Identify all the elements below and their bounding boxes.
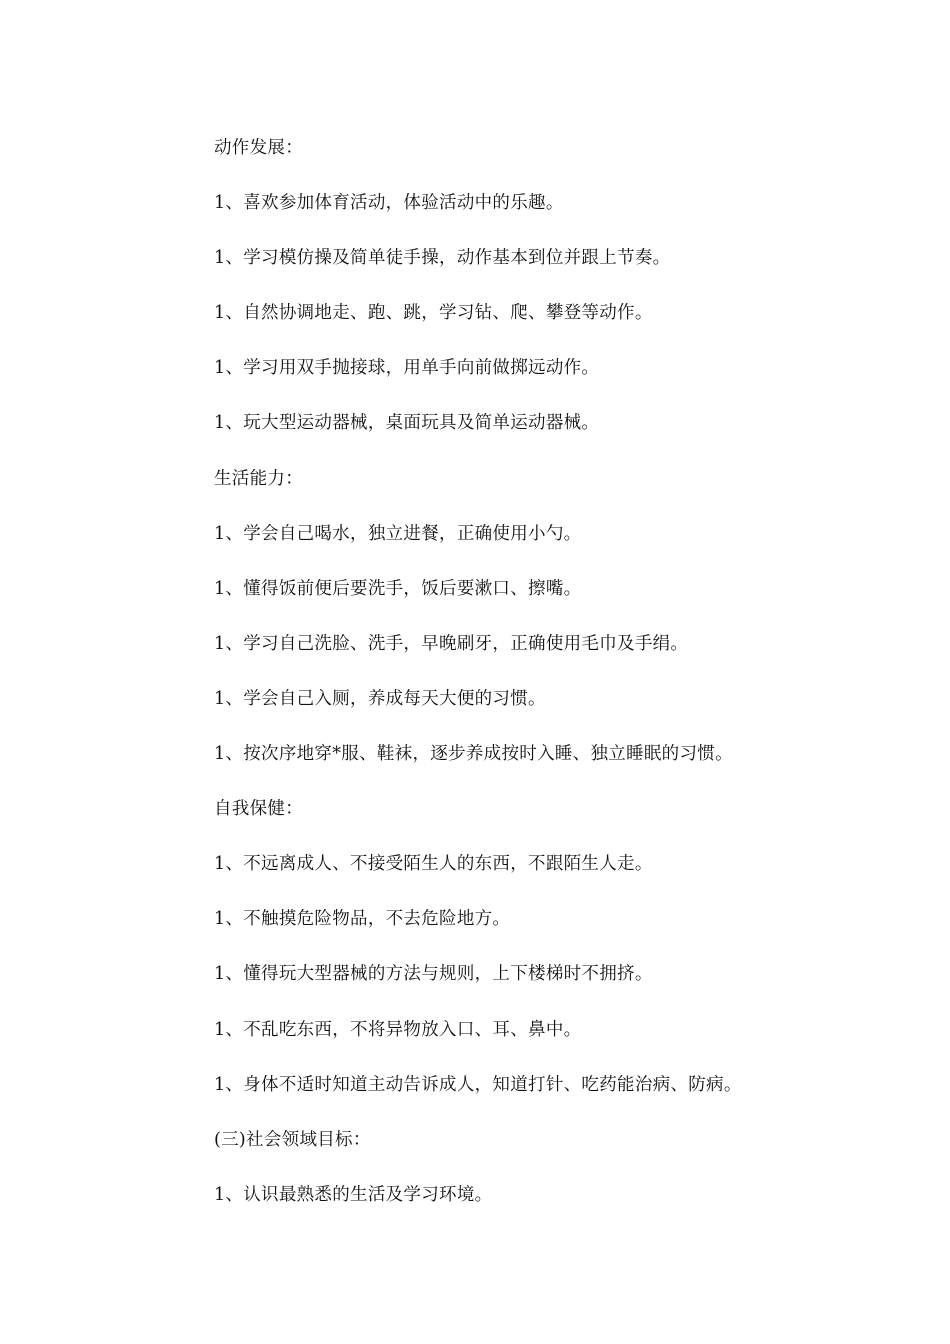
list-item: 1、学会自己入厕，养成每天大便的习惯。: [214, 688, 546, 709]
list-item: 1、懂得玩大型器械的方法与规则，上下楼梯时不拥挤。: [214, 964, 653, 985]
document-body: [214, 132, 854, 1234]
list-item: 1、学习自己洗脸、洗手，早晚刷牙，正确使用毛巾及手绢。: [214, 633, 689, 654]
section-heading-social: (三)社会领域目标：: [214, 1129, 371, 1150]
list-item: 1、身体不适时知道主动告诉成人，知道打针、吃药能治病、防病。: [214, 1074, 742, 1095]
list-item: 1、学习用双手抛接球，用单手向前做掷远动作。: [214, 358, 600, 379]
list-item: 1、不触摸危险物品，不去危险地方。: [214, 909, 511, 930]
section-heading-life-skills: 生活能力：: [214, 468, 303, 489]
list-item: 1、不乱吃东西，不将异物放入口、耳、鼻中。: [214, 1019, 582, 1040]
list-item: 1、懂得饭前便后要洗手，饭后要漱口、擦嘴。: [214, 578, 582, 599]
list-item: 1、按次序地穿*服、鞋袜，逐步养成按时入睡、独立睡眠的习惯。: [214, 744, 733, 765]
list-item: 1、不远离成人、不接受陌生人的东西，不跟陌生人走。: [214, 854, 653, 875]
section-heading-motor: 动作发展：: [214, 138, 303, 158]
section-heading-self-care: 自我保健：: [214, 799, 303, 820]
list-item: 1、认识最熟悉的生活及学习环境。: [214, 1184, 493, 1205]
list-item: 1、自然协调地走、跑、跳，学习钻、爬、攀登等动作。: [214, 303, 653, 324]
list-item: 1、喜欢参加体育活动，体验活动中的乐趣。: [214, 193, 564, 214]
list-item: 1、玩大型运动器械，桌面玩具及简单运动器械。: [214, 413, 600, 434]
list-item: 1、学会自己喝水，独立进餐，正确使用小勺。: [214, 523, 582, 544]
list-item: 1、学习模仿操及简单徒手操，动作基本到位并跟上节奏。: [214, 248, 671, 269]
